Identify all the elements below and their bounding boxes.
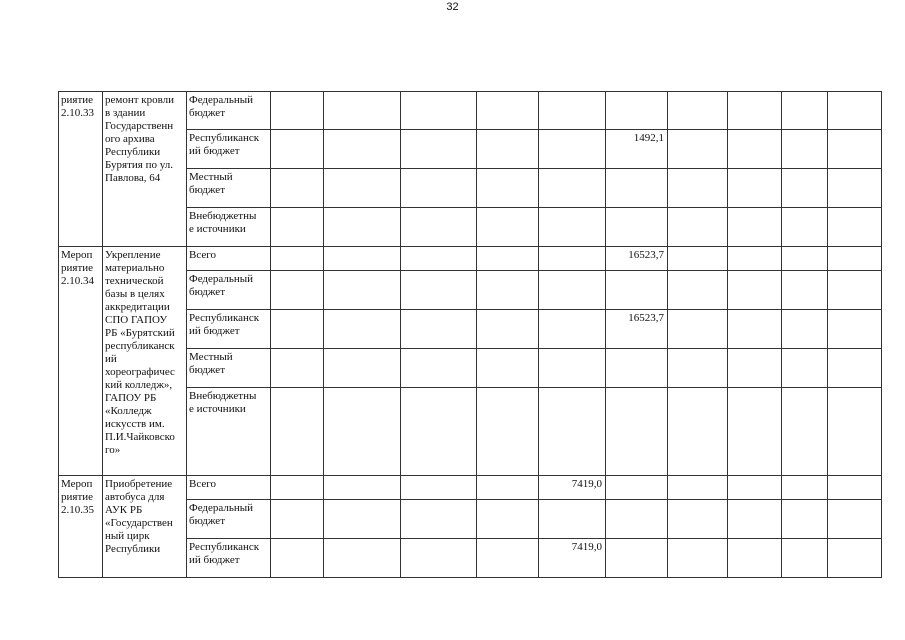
amount-cell (782, 271, 828, 310)
amount-cell (477, 539, 539, 578)
amount-cell (401, 388, 477, 476)
event-name-line: П.И.Чайковско (105, 431, 175, 443)
amount-cell (324, 271, 401, 310)
amount-cell (606, 271, 668, 310)
funding-source-cell (187, 92, 271, 130)
amount-cell (668, 539, 728, 578)
amount-cell (782, 349, 828, 388)
amount-cell (401, 92, 477, 130)
amount-cell (401, 247, 477, 271)
amount-cell (271, 247, 324, 271)
amount-cell: 7419,0 (539, 476, 606, 500)
amount-cell (782, 310, 828, 349)
amount-cell (782, 500, 828, 539)
amount-cell (271, 169, 324, 208)
funding-source-cell (187, 476, 271, 500)
amount-cell (477, 476, 539, 500)
funding-source-line: Внебюджетны (189, 390, 257, 402)
event-name-line: в здании (105, 107, 146, 119)
amount-cell (477, 500, 539, 539)
event-number-line: 2.10.33 (61, 107, 94, 119)
funding-source-line: Всего (189, 249, 216, 261)
amount-cell (539, 247, 606, 271)
funding-source-line: Республиканск (189, 132, 260, 144)
amount-cell (668, 271, 728, 310)
amount-cell (271, 349, 324, 388)
funding-source-line: Федеральный (189, 94, 254, 106)
event-number-line: риятие (61, 94, 94, 106)
event-name-line: ий (105, 353, 117, 365)
event-number-cell (59, 92, 103, 247)
amount-cell (606, 476, 668, 500)
amount-cell (324, 500, 401, 539)
amount-cell (539, 208, 606, 247)
funding-source-line: ий бюджет (189, 325, 240, 337)
amount-cell (324, 539, 401, 578)
amount-cell (668, 388, 728, 476)
funding-source-cell (187, 208, 271, 247)
event-name-line: Укрепление (105, 249, 161, 261)
funding-source-cell (187, 388, 271, 476)
amount-cell (477, 169, 539, 208)
amount-cell (539, 130, 606, 169)
table-body (59, 92, 882, 578)
event-name-line: республиканск (105, 340, 175, 352)
funding-source-cell (187, 539, 271, 578)
amount-cell (401, 310, 477, 349)
amount-cell (606, 500, 668, 539)
funding-source-cell (187, 130, 271, 169)
amount-cell (828, 349, 882, 388)
amount-cell (668, 130, 728, 169)
amount-cell (324, 476, 401, 500)
amount-cell (782, 247, 828, 271)
amount-cell (828, 169, 882, 208)
amount-cell (539, 271, 606, 310)
event-name-line: ого архива (105, 133, 155, 145)
amount-cell: 16523,7 (606, 247, 668, 271)
amount-cell (324, 388, 401, 476)
amount-cell (828, 130, 882, 169)
amount-cell (828, 310, 882, 349)
amount-cell (728, 539, 782, 578)
amount-cell (477, 92, 539, 130)
amount-cell (828, 92, 882, 130)
amount-cell (668, 349, 728, 388)
amount-cell (401, 130, 477, 169)
amount-cell (271, 500, 324, 539)
amount-cell (477, 349, 539, 388)
amount-cell (271, 476, 324, 500)
amount-cell (539, 388, 606, 476)
event-name-cell (103, 92, 187, 247)
amount-cell (728, 349, 782, 388)
amount-cell (539, 500, 606, 539)
event-name-cell (103, 247, 187, 476)
amount-cell (828, 388, 882, 476)
event-name-line: аккредитации (105, 301, 170, 313)
amount-cell (728, 500, 782, 539)
amount-cell (728, 310, 782, 349)
amount-cell (828, 271, 882, 310)
funding-source-line: Республиканск (189, 312, 260, 324)
amount-cell (782, 476, 828, 500)
funding-source-cell (187, 247, 271, 271)
budget-table (58, 91, 882, 578)
funding-source-line: е источники (189, 403, 246, 415)
amount-cell (271, 388, 324, 476)
amount-cell (782, 208, 828, 247)
amount-cell (477, 247, 539, 271)
event-name-line: автобуса для (105, 491, 165, 503)
event-name-line: го» (105, 444, 121, 456)
amount-cell: 1492,1 (606, 130, 668, 169)
funding-source-line: бюджет (189, 515, 225, 527)
event-number-line: риятие (61, 262, 94, 274)
amount-cell (271, 208, 324, 247)
amount-cell (606, 388, 668, 476)
amount-cell (828, 476, 882, 500)
amount-cell (477, 310, 539, 349)
funding-source-line: бюджет (189, 184, 225, 196)
amount-cell (606, 349, 668, 388)
amount-cell (728, 208, 782, 247)
amount-cell (668, 476, 728, 500)
event-name-line: СПО ГАПОУ (105, 314, 168, 326)
event-name-line: АУК РБ (105, 504, 143, 516)
amount-cell (401, 500, 477, 539)
amount-cell (828, 539, 882, 578)
amount-cell (477, 271, 539, 310)
amount-cell (728, 247, 782, 271)
funding-source-line: Местный (189, 351, 233, 363)
table-row (59, 247, 882, 271)
amount-cell (401, 476, 477, 500)
event-number-cell (59, 476, 103, 578)
amount-cell (668, 92, 728, 130)
amount-cell (324, 247, 401, 271)
amount-cell (606, 539, 668, 578)
amount-cell: 7419,0 (539, 539, 606, 578)
funding-source-cell (187, 500, 271, 539)
amount-cell (782, 130, 828, 169)
funding-source-line: Республиканск (189, 541, 260, 553)
amount-cell (271, 271, 324, 310)
event-number-line: Мероп (61, 478, 93, 490)
amount-cell (668, 208, 728, 247)
event-name-line: материально (105, 262, 165, 274)
event-name-line: технической (105, 275, 164, 287)
funding-source-line: Всего (189, 478, 216, 490)
amount-cell (477, 130, 539, 169)
amount-cell (271, 92, 324, 130)
amount-cell (782, 92, 828, 130)
event-name-line: хореографичес (105, 366, 175, 378)
amount-cell (606, 169, 668, 208)
amount-cell (728, 92, 782, 130)
amount-cell (324, 130, 401, 169)
funding-source-cell (187, 169, 271, 208)
amount-cell (324, 310, 401, 349)
event-number-line: риятие (61, 491, 94, 503)
funding-source-cell (187, 349, 271, 388)
amount-cell (401, 349, 477, 388)
amount-cell (728, 169, 782, 208)
funding-source-line: Федеральный (189, 502, 254, 514)
amount-cell (668, 247, 728, 271)
funding-source-line: Местный (189, 171, 233, 183)
amount-cell (271, 310, 324, 349)
amount-cell (782, 388, 828, 476)
amount-cell (477, 388, 539, 476)
amount-cell (539, 169, 606, 208)
funding-source-line: ий бюджет (189, 554, 240, 566)
funding-source-line: ий бюджет (189, 145, 240, 157)
amount-cell (324, 208, 401, 247)
event-name-line: ремонт кровли (105, 94, 175, 106)
funding-source-line: Внебюджетны (189, 210, 257, 222)
event-name-line: Павлова, 64 (105, 172, 161, 184)
amount-cell (401, 539, 477, 578)
table-row (59, 92, 882, 130)
amount-cell (728, 476, 782, 500)
amount-cell (401, 208, 477, 247)
event-number-line: 2.10.34 (61, 275, 94, 287)
page-number: 32 (446, 1, 459, 13)
amount-cell (539, 310, 606, 349)
funding-source-line: бюджет (189, 286, 225, 298)
amount-cell (401, 271, 477, 310)
amount-cell (324, 349, 401, 388)
funding-source-cell (187, 310, 271, 349)
amount-cell: 16523,7 (606, 310, 668, 349)
event-name-line: Государственн (105, 120, 174, 132)
amount-cell (606, 208, 668, 247)
amount-cell (539, 92, 606, 130)
event-number-cell (59, 247, 103, 476)
event-name-line: Приобретение (105, 478, 173, 490)
amount-cell (606, 92, 668, 130)
event-name-line: ный цирк (105, 530, 150, 542)
event-number-line: Мероп (61, 249, 93, 261)
amount-cell (668, 310, 728, 349)
event-name-line: кий колледж», (105, 379, 173, 391)
amount-cell (828, 500, 882, 539)
funding-source-line: бюджет (189, 107, 225, 119)
amount-cell (668, 500, 728, 539)
funding-source-line: е источники (189, 223, 246, 235)
funding-source-line: Федеральный (189, 273, 254, 285)
event-name-line: «Колледж (105, 405, 152, 417)
event-name-line: РБ «Бурятский (105, 327, 175, 339)
amount-cell (271, 130, 324, 169)
amount-cell (728, 388, 782, 476)
event-name-line: «Государствен (105, 517, 173, 529)
amount-cell (271, 539, 324, 578)
amount-cell (324, 169, 401, 208)
event-name-line: Республики (105, 146, 161, 158)
amount-cell (728, 271, 782, 310)
event-name-line: Республики (105, 543, 161, 555)
amount-cell (539, 349, 606, 388)
table-row (59, 476, 882, 500)
event-name-line: ГАПОУ РБ (105, 392, 157, 404)
amount-cell (401, 169, 477, 208)
funding-source-line: бюджет (189, 364, 225, 376)
event-name-line: искусств им. (105, 418, 165, 430)
event-name-line: Бурятия по ул. (105, 159, 173, 171)
event-name-cell (103, 476, 187, 578)
amount-cell (477, 208, 539, 247)
amount-cell (324, 92, 401, 130)
funding-source-cell (187, 271, 271, 310)
amount-cell (668, 169, 728, 208)
amount-cell (828, 247, 882, 271)
amount-cell (828, 208, 882, 247)
amount-cell (728, 130, 782, 169)
amount-cell (782, 169, 828, 208)
event-name-line: базы в целях (105, 288, 165, 300)
amount-cell (782, 539, 828, 578)
event-number-line: 2.10.35 (61, 504, 94, 516)
